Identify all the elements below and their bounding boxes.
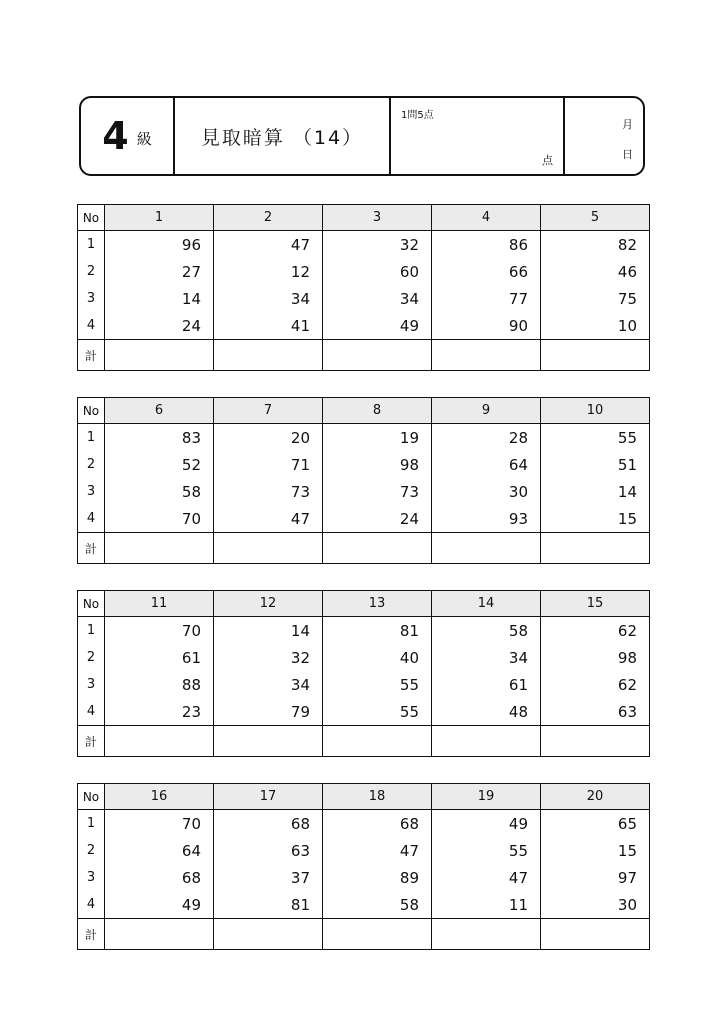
number-cell: 40 bbox=[323, 644, 432, 671]
answer-cell[interactable] bbox=[214, 919, 323, 950]
number-cell: 58 bbox=[432, 617, 541, 645]
number-cell: 47 bbox=[214, 231, 323, 259]
no-column-header: No bbox=[78, 784, 105, 810]
answer-cell[interactable] bbox=[323, 340, 432, 371]
problem-number-header: 15 bbox=[541, 591, 650, 617]
answer-cell[interactable] bbox=[541, 533, 650, 564]
table-header-row bbox=[78, 205, 650, 231]
problem-table-1 bbox=[77, 204, 650, 371]
number-cell: 89 bbox=[323, 864, 432, 891]
problem-table-3 bbox=[77, 590, 650, 757]
total-label: 計 bbox=[78, 919, 105, 950]
table-header-row bbox=[78, 398, 650, 424]
number-cell: 73 bbox=[323, 478, 432, 505]
number-cell: 98 bbox=[541, 644, 650, 671]
no-column-header: No bbox=[78, 205, 105, 231]
title-box bbox=[175, 98, 391, 174]
problem-number-header: 9 bbox=[432, 398, 541, 424]
number-cell: 46 bbox=[541, 258, 650, 285]
row-number-label: 2 bbox=[78, 837, 105, 864]
table-row bbox=[78, 671, 650, 698]
number-cell: 49 bbox=[323, 312, 432, 340]
row-number-label: 4 bbox=[78, 505, 105, 533]
row-number-label: 2 bbox=[78, 451, 105, 478]
row-number-label: 4 bbox=[78, 312, 105, 340]
number-cell: 62 bbox=[541, 617, 650, 645]
number-cell: 61 bbox=[432, 671, 541, 698]
table-row bbox=[78, 891, 650, 919]
table-row bbox=[78, 451, 650, 478]
score-rule-label: 1問5点 bbox=[401, 110, 434, 121]
row-number-label: 4 bbox=[78, 698, 105, 726]
number-cell: 48 bbox=[432, 698, 541, 726]
number-cell: 66 bbox=[432, 258, 541, 285]
grade-box bbox=[81, 98, 175, 174]
number-cell: 34 bbox=[214, 285, 323, 312]
worksheet-header bbox=[79, 96, 645, 176]
number-cell: 60 bbox=[323, 258, 432, 285]
row-number-label: 3 bbox=[78, 478, 105, 505]
number-cell: 64 bbox=[105, 837, 214, 864]
problem-table-2 bbox=[77, 397, 650, 564]
problem-number-header: 2 bbox=[214, 205, 323, 231]
number-cell: 51 bbox=[541, 451, 650, 478]
grade-number: 4 bbox=[102, 114, 129, 158]
number-cell: 58 bbox=[323, 891, 432, 919]
table-header-row bbox=[78, 784, 650, 810]
table-row bbox=[78, 505, 650, 533]
problem-number-header: 3 bbox=[323, 205, 432, 231]
table-row bbox=[78, 644, 650, 671]
number-cell: 41 bbox=[214, 312, 323, 340]
row-number-label: 1 bbox=[78, 810, 105, 838]
number-cell: 55 bbox=[323, 671, 432, 698]
number-cell: 49 bbox=[432, 810, 541, 838]
number-cell: 47 bbox=[432, 864, 541, 891]
number-cell: 62 bbox=[541, 671, 650, 698]
no-column-header: No bbox=[78, 591, 105, 617]
problem-number-header: 5 bbox=[541, 205, 650, 231]
number-cell: 61 bbox=[105, 644, 214, 671]
row-number-label: 1 bbox=[78, 617, 105, 645]
number-cell: 34 bbox=[323, 285, 432, 312]
number-cell: 58 bbox=[105, 478, 214, 505]
row-number-label: 4 bbox=[78, 891, 105, 919]
number-cell: 68 bbox=[323, 810, 432, 838]
number-cell: 90 bbox=[432, 312, 541, 340]
row-number-label: 3 bbox=[78, 285, 105, 312]
answer-cell[interactable] bbox=[323, 726, 432, 757]
answer-cell[interactable] bbox=[432, 726, 541, 757]
number-cell: 30 bbox=[541, 891, 650, 919]
number-cell: 70 bbox=[105, 810, 214, 838]
table-row bbox=[78, 424, 650, 452]
number-cell: 65 bbox=[541, 810, 650, 838]
number-cell: 86 bbox=[432, 231, 541, 259]
number-cell: 75 bbox=[541, 285, 650, 312]
problem-number-header: 18 bbox=[323, 784, 432, 810]
table-row bbox=[78, 617, 650, 645]
problem-number-header: 7 bbox=[214, 398, 323, 424]
number-cell: 77 bbox=[432, 285, 541, 312]
answer-cell[interactable] bbox=[214, 726, 323, 757]
table-row bbox=[78, 864, 650, 891]
problem-number-header: 12 bbox=[214, 591, 323, 617]
answer-cell[interactable] bbox=[432, 919, 541, 950]
number-cell: 81 bbox=[323, 617, 432, 645]
problem-number-header: 10 bbox=[541, 398, 650, 424]
number-cell: 63 bbox=[214, 837, 323, 864]
number-cell: 34 bbox=[214, 671, 323, 698]
problem-number-header: 16 bbox=[105, 784, 214, 810]
table-row bbox=[78, 478, 650, 505]
number-cell: 14 bbox=[541, 478, 650, 505]
number-cell: 30 bbox=[432, 478, 541, 505]
answer-cell[interactable] bbox=[105, 340, 214, 371]
number-cell: 19 bbox=[323, 424, 432, 452]
number-cell: 14 bbox=[214, 617, 323, 645]
number-cell: 88 bbox=[105, 671, 214, 698]
row-number-label: 2 bbox=[78, 644, 105, 671]
number-cell: 93 bbox=[432, 505, 541, 533]
answer-cell[interactable] bbox=[541, 726, 650, 757]
problem-number-header: 17 bbox=[214, 784, 323, 810]
number-cell: 12 bbox=[214, 258, 323, 285]
number-cell: 47 bbox=[214, 505, 323, 533]
table-row bbox=[78, 231, 650, 259]
answer-cell[interactable] bbox=[432, 340, 541, 371]
row-number-label: 3 bbox=[78, 671, 105, 698]
total-row bbox=[78, 919, 650, 950]
number-cell: 23 bbox=[105, 698, 214, 726]
number-cell: 68 bbox=[105, 864, 214, 891]
table-row bbox=[78, 810, 650, 838]
number-cell: 55 bbox=[541, 424, 650, 452]
number-cell: 10 bbox=[541, 312, 650, 340]
problem-number-header: 11 bbox=[105, 591, 214, 617]
answer-cell[interactable] bbox=[323, 533, 432, 564]
worksheet-title: 見取暗算 （14） bbox=[200, 126, 364, 149]
date-box bbox=[565, 98, 643, 174]
answer-cell[interactable] bbox=[105, 533, 214, 564]
number-cell: 70 bbox=[105, 617, 214, 645]
score-unit-label: 点 bbox=[542, 154, 553, 167]
answer-cell[interactable] bbox=[105, 919, 214, 950]
problem-number-header: 14 bbox=[432, 591, 541, 617]
table-row bbox=[78, 837, 650, 864]
number-cell: 14 bbox=[105, 285, 214, 312]
score-box bbox=[391, 98, 565, 174]
table-row bbox=[78, 698, 650, 726]
answer-cell[interactable] bbox=[541, 919, 650, 950]
total-row bbox=[78, 726, 650, 757]
number-cell: 15 bbox=[541, 837, 650, 864]
number-cell: 28 bbox=[432, 424, 541, 452]
row-number-label: 3 bbox=[78, 864, 105, 891]
number-cell: 15 bbox=[541, 505, 650, 533]
number-cell: 83 bbox=[105, 424, 214, 452]
number-cell: 24 bbox=[323, 505, 432, 533]
table-row bbox=[78, 285, 650, 312]
day-label: 日 bbox=[622, 148, 633, 161]
number-cell: 11 bbox=[432, 891, 541, 919]
answer-cell[interactable] bbox=[214, 533, 323, 564]
problem-table-4 bbox=[77, 783, 650, 950]
number-cell: 63 bbox=[541, 698, 650, 726]
problem-number-header: 1 bbox=[105, 205, 214, 231]
number-cell: 37 bbox=[214, 864, 323, 891]
number-cell: 34 bbox=[432, 644, 541, 671]
total-label: 計 bbox=[78, 726, 105, 757]
total-row bbox=[78, 533, 650, 564]
number-cell: 96 bbox=[105, 231, 214, 259]
total-label: 計 bbox=[78, 340, 105, 371]
number-cell: 27 bbox=[105, 258, 214, 285]
number-cell: 98 bbox=[323, 451, 432, 478]
number-cell: 82 bbox=[541, 231, 650, 259]
problem-number-header: 19 bbox=[432, 784, 541, 810]
table-header-row bbox=[78, 591, 650, 617]
answer-cell[interactable] bbox=[323, 919, 432, 950]
number-cell: 32 bbox=[214, 644, 323, 671]
total-row bbox=[78, 340, 650, 371]
problem-number-header: 4 bbox=[432, 205, 541, 231]
total-label: 計 bbox=[78, 533, 105, 564]
row-number-label: 2 bbox=[78, 258, 105, 285]
number-cell: 49 bbox=[105, 891, 214, 919]
answer-cell[interactable] bbox=[432, 533, 541, 564]
number-cell: 24 bbox=[105, 312, 214, 340]
table-row bbox=[78, 258, 650, 285]
number-cell: 71 bbox=[214, 451, 323, 478]
number-cell: 68 bbox=[214, 810, 323, 838]
answer-cell[interactable] bbox=[541, 340, 650, 371]
problem-number-header: 13 bbox=[323, 591, 432, 617]
number-cell: 81 bbox=[214, 891, 323, 919]
grade-suffix: 級 bbox=[136, 129, 152, 148]
row-number-label: 1 bbox=[78, 424, 105, 452]
row-number-label: 1 bbox=[78, 231, 105, 259]
problem-number-header: 6 bbox=[105, 398, 214, 424]
problem-number-header: 20 bbox=[541, 784, 650, 810]
number-cell: 70 bbox=[105, 505, 214, 533]
table-row bbox=[78, 312, 650, 340]
number-cell: 55 bbox=[323, 698, 432, 726]
number-cell: 32 bbox=[323, 231, 432, 259]
answer-cell[interactable] bbox=[214, 340, 323, 371]
problem-number-header: 8 bbox=[323, 398, 432, 424]
number-cell: 20 bbox=[214, 424, 323, 452]
answer-cell[interactable] bbox=[105, 726, 214, 757]
number-cell: 79 bbox=[214, 698, 323, 726]
month-label: 月 bbox=[622, 118, 633, 131]
number-cell: 64 bbox=[432, 451, 541, 478]
no-column-header: No bbox=[78, 398, 105, 424]
number-cell: 73 bbox=[214, 478, 323, 505]
number-cell: 97 bbox=[541, 864, 650, 891]
number-cell: 55 bbox=[432, 837, 541, 864]
number-cell: 52 bbox=[105, 451, 214, 478]
number-cell: 47 bbox=[323, 837, 432, 864]
